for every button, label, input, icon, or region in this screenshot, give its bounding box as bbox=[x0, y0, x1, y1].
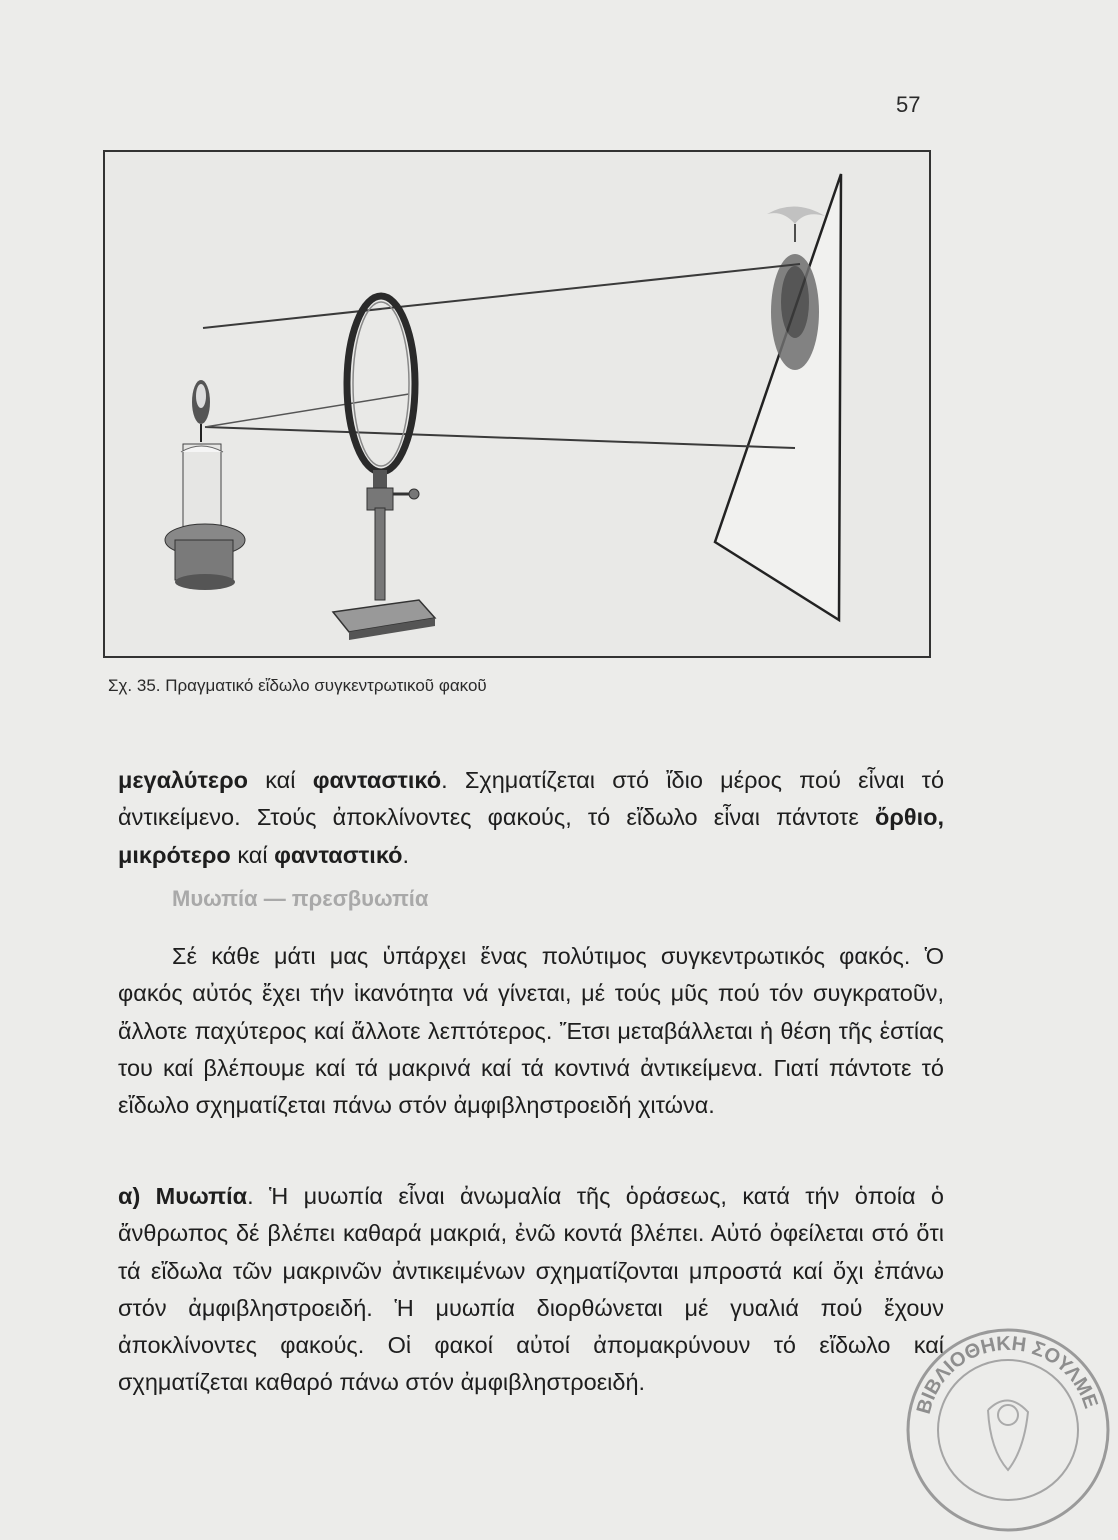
bold-term: φανταστικό bbox=[274, 841, 403, 868]
figure-caption: Σχ. 35. Πραγματικό εἴδωλο συγκεντρωτικοῦ φακοῦ bbox=[108, 676, 487, 695]
lens bbox=[333, 296, 435, 640]
paragraph-text: καί bbox=[247, 767, 313, 793]
paragraph-label: α) Μυωπία bbox=[118, 1183, 248, 1209]
paragraph-1 bbox=[118, 762, 944, 874]
section-heading: Μυωπία — πρεσβυωπία bbox=[172, 886, 429, 911]
paragraph-text: . Σχηματίζεται στό ἴδιο μέρος πού εἶναι τό ἀντικείμενο. Στούς ἀποκλίνοντες φακούς, τό εἴδωλο εἶναι πάντοτε bbox=[118, 767, 945, 831]
ray-center bbox=[205, 394, 409, 427]
bold-term: μεγαλύτερο bbox=[118, 767, 248, 793]
paragraph-3 bbox=[118, 1178, 944, 1402]
lens-illustration bbox=[105, 152, 929, 656]
paragraph-text: . Ἡ μυωπία εἶναι ἀνωμαλία τῆς ὁράσεως, κατά τήν ὁποία ὁ ἄνθρωπος δέ βλέπει καθαρά μακριά, ἐνῶ κοντά βλέπει. Αὐτό ὀφείλεται στό ὅτι τά εἴδωλα τῶν μακρινῶν ἀντικειμένων σχηματίζονται μπροστά καί ὄχι ἐπάνω στόν ἀμφιβληστροειδή. Ἡ μυωπία διορθώνεται μέ γυαλιά πού ἔχουν ἀποκλίνοντες φακούς. Οἱ φακοί αὐτοί ἀπομακρύνουν τό εἴδωλο καί σχηματίζεται καθαρό πάνω στόν ἀμφιβληστροειδή. bbox=[118, 1183, 944, 1396]
bold-term: ὄρθιο, μικρότερο bbox=[118, 804, 944, 868]
library-stamp bbox=[898, 1320, 1118, 1540]
ray-lower bbox=[205, 427, 795, 448]
paragraph-2: Σέ κάθε μάτι μας ὑπάρχει ἕνας πολύτιμος συγκεντρωτικός φακός. Ὁ φακός αὐτός ἔχει τήν ἱκανότητα νά γίνεται, μέ τούς μῦς πού τόν συγκρατοῦν, ἄλλοτε παχύτερος καί ἄλλοτε λεπτότερος. Ἔτσι μεταβάλλεται ἡ θέση τῆς ἑστίας του καί βλέπουμε καί τά μακρινά καί τά κοντινά ἀντικείμενα. Γιατί πάντοτε τό εἴδωλο σχηματίζεται πάνω στόν ἀμφιβληστροειδή χιτώνα. bbox=[118, 943, 944, 1119]
bold-term: φανταστικό bbox=[312, 767, 442, 793]
candle bbox=[165, 380, 245, 590]
paragraph-text: καί bbox=[230, 841, 275, 868]
svg-text:ΒΙΒΛΙΟΘΗΚΗ ΣΟΥΛΜΕ: ΒΙΒΛΙΟΘΗΚΗ ΣΟΥΛΜΕ bbox=[912, 1332, 1102, 1417]
screen bbox=[715, 174, 841, 620]
figure-lens-diagram bbox=[103, 150, 931, 658]
ray-upper bbox=[203, 264, 800, 328]
page-number: 57 bbox=[896, 92, 921, 117]
paragraph-text: . bbox=[402, 841, 410, 868]
